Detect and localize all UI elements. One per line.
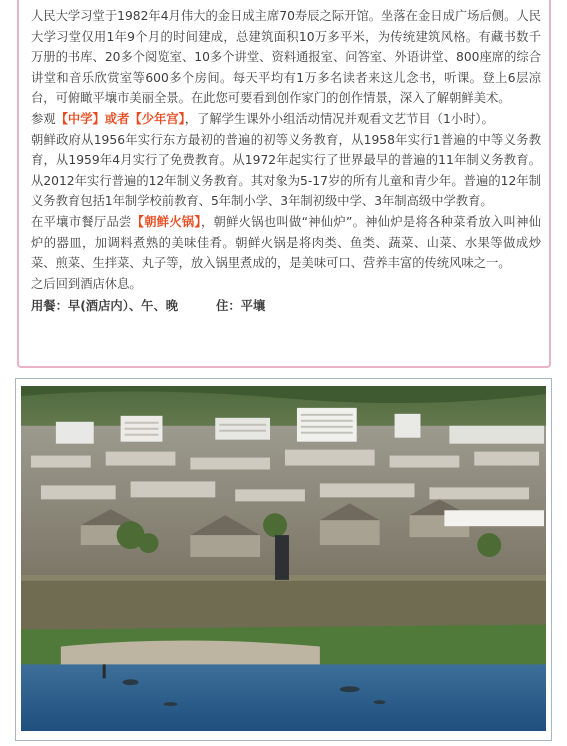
paragraph-hotpot-dinner (31, 212, 541, 274)
itinerary-text-card (17, 0, 551, 368)
highlight-korean-hotpot: 【朝鲜火锅】 (131, 214, 201, 229)
paragraph-education-history: 朝鲜政府从1956年实行东方最初的普遍的初等义务教育，从1958年实行1普遍的中等义务教育，从1959年4月实行了免费教育。从1972年起实行了世界最早的普遍的11年制义务教育。从2012年实行普遍的12年制义务教育。其对象为5-17岁的所有儿童和青少年。普遍的12年制义务教育包括1年制学校前教育、5年制小学、3年制初级中学、3年制高级中学教育。 (31, 132, 541, 209)
town-photo-frame (15, 378, 552, 741)
paragraph-school-visit-prefix: 参观 (31, 111, 56, 126)
paragraph-grand-peoples-study-house: 人民大学习堂于1982年4月伟大的金日成主席70寿辰之际开馆。坐落在金日成广场后侧。人民大学习堂仅用1年9个月的时间建成，总建筑面积10万多平米，为传统建筑风格。有藏书数千万册的书库、20多个阅览室、10多个讲堂、资料通报室、问答室、外语讲堂、800座席的综合讲堂和音乐欣赏室等600多个房间。每天平均有1万多名读者来这儿念书，听课。登上6层凉台，可俯瞰平壤市美丽全景。在此您可要看到创作家门的创作情景，深入了解朝鲜美术。 (31, 9, 541, 106)
paragraph-hotpot-suffix: ，朝鲜火锅也叫做“神仙炉”。神仙炉是将各种菜肴放入叫神仙炉的器皿，加调料煮熟的美味佳肴。朝鲜火锅是将肉类、鱼类、蔬菜、山菜、水果等做成炒菜、煎菜、生拌菜、丸子等，放入锅里煮成的，是美味可口、营养丰富的传统风味之一。 (31, 214, 541, 271)
paragraph-hotpot-prefix: 在平壤市餐厅品尝 (31, 214, 132, 229)
paragraph-school-visit-suffix: ，了解学生课外小组活动情况并观看文艺节目（1小时）。 (184, 111, 494, 126)
paragraph-school-visit (31, 109, 541, 130)
lodging-info: 住：平壤 (216, 299, 266, 314)
meal-info: 用餐：早(酒店内）、午、晚 (31, 299, 179, 314)
highlight-school-or-palace: 【中学】或者【少年宫】 (55, 111, 185, 126)
riverside-town-photo (21, 386, 546, 731)
meal-lodging-line (31, 296, 541, 317)
paragraph-return-hotel: 之后回到酒店休息。 (31, 276, 142, 291)
